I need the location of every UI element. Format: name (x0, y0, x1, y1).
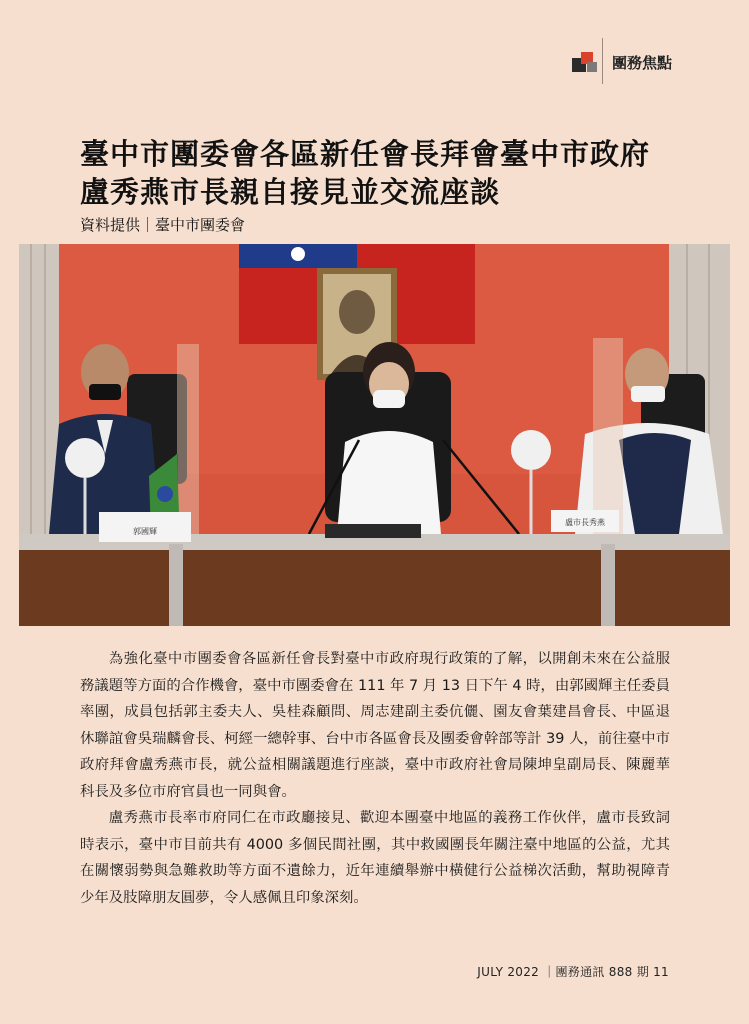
nameplate-right: 盧市長秀燕 (565, 518, 605, 527)
title-line-1: 臺中市團委會各區新任會長拜會臺中市政府 (80, 137, 651, 171)
section-label: 團務焦點 (612, 53, 673, 72)
article-title (80, 135, 650, 211)
section-logo-icon (572, 48, 600, 76)
title-line-2: 盧秀燕市長親自接見並交流座談 (80, 175, 501, 209)
paragraph-2: 盧秀燕市長率市府同仁在市政廳接見、歡迎本團臺中地區的義務工作伙伴，盧市長致詞時表示，臺中市目前共有 4000 多個民間社團，其中救國團長年關注臺中地區的公益，尤其在關懷弱勢與急難救助等方面不遺餘力，近年連續舉辦中橫健行公益梯次活動，幫助視障青少年及肢障朋友圓夢，令人感佩且印象深刻。 (80, 810, 670, 906)
section-badge (572, 48, 672, 76)
article-credit: 資料提供｜臺中市團委會 (80, 216, 246, 234)
article-body (80, 646, 670, 911)
nameplate-left: 郭國輝 (133, 527, 157, 536)
meeting-photo (19, 244, 730, 626)
page-footer: JULY 2022 ｜團務通訊 888 期 11 (477, 965, 669, 979)
meeting-photo-illustration (19, 244, 730, 626)
paragraph-1: 為強化臺中市團委會各區新任會長對臺中市政府現行政策的了解，以開創未來在公益服務議題等方面的合作機會，臺中市團委會在 111 年 7 月 13 日下午 4 時，由郭國輝主任委員率團，成員包括郭主委夫人、吳桂森顧問、周志建副主委伉儷、園友會葉建昌會長、中區退休聯誼會吳瑞麟會長、柯經一總幹事、台中市各區會長及團委會幹部等計 39 人，前往臺中市政府拜會盧秀燕市長，就公益相關議題進行座談，臺中市政府社會局陳坤皇副局長、陳麗華科長及多位市府官員也一同與會。 (80, 651, 670, 800)
